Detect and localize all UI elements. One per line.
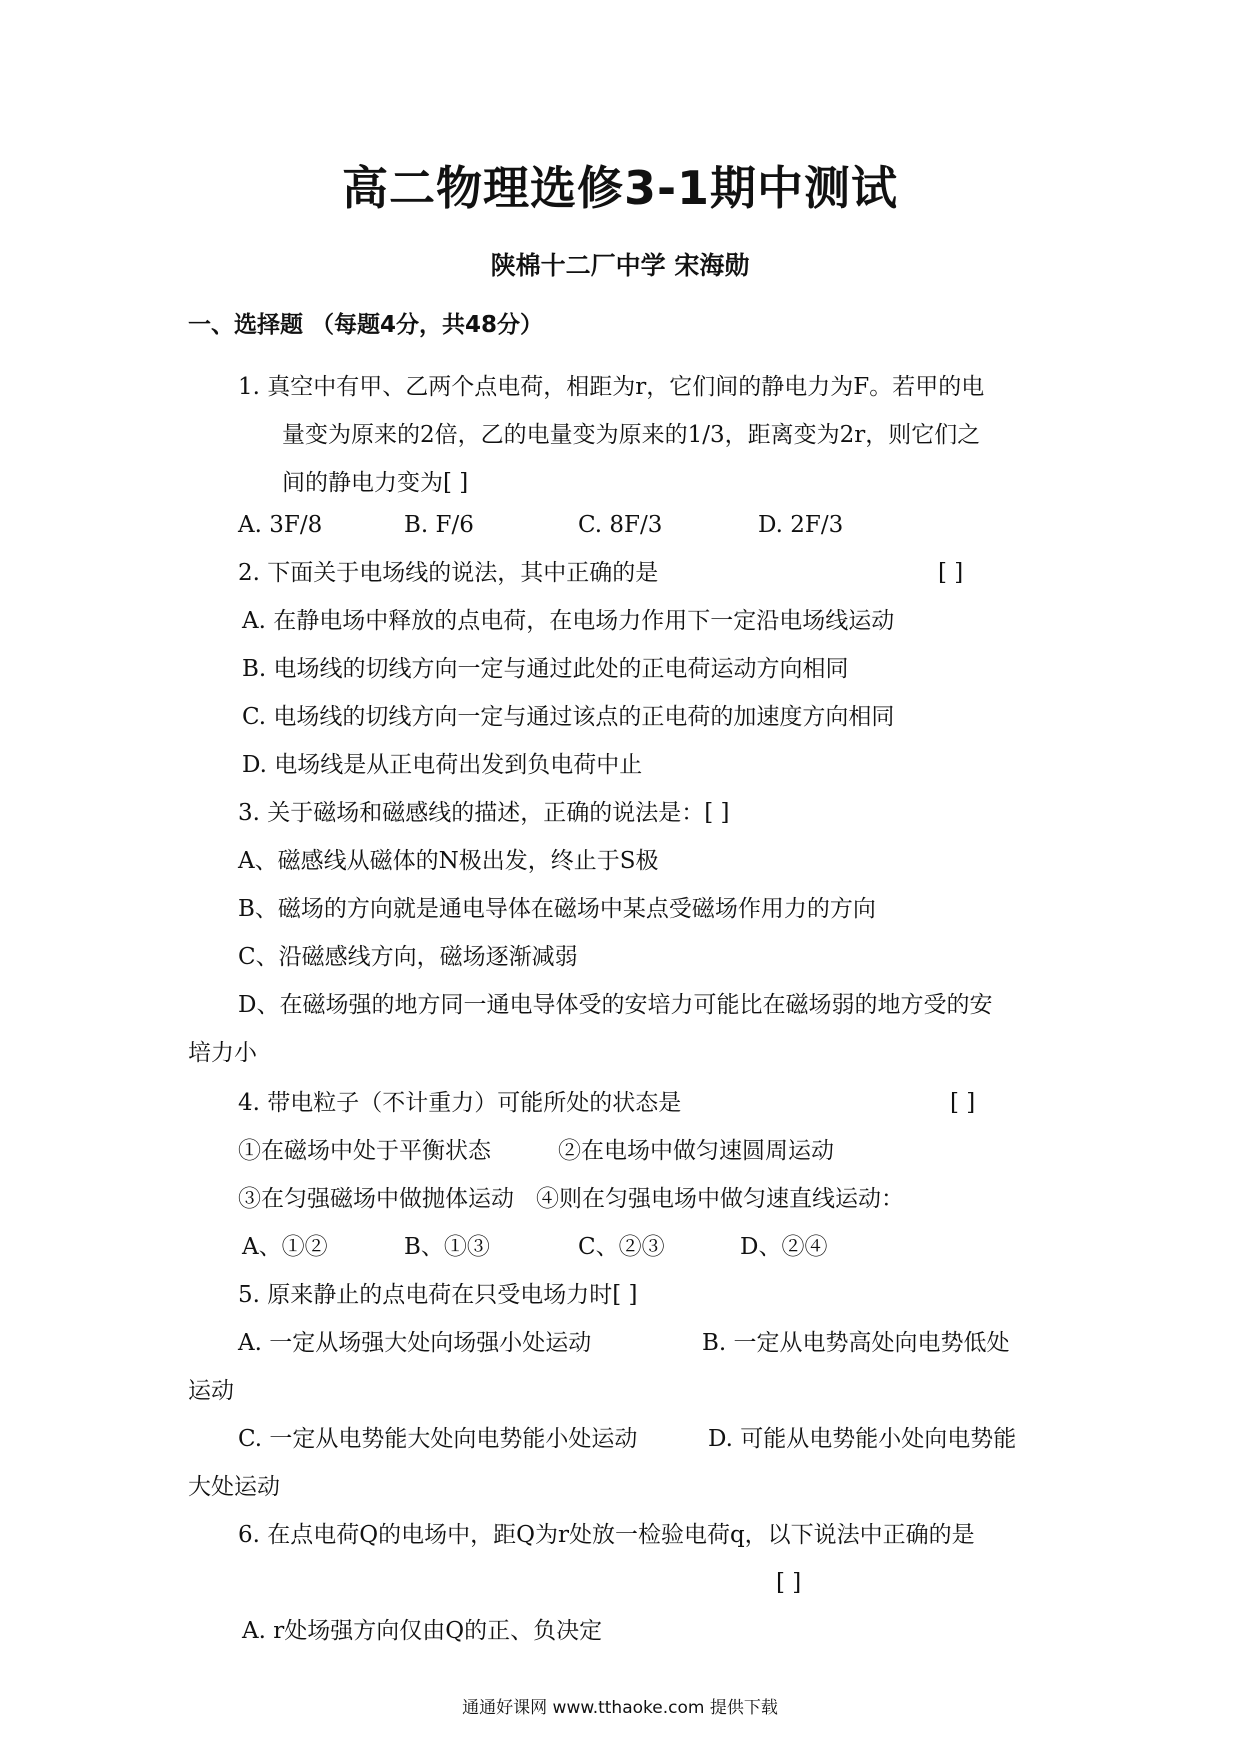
q5-option-d: D. 可能从电势能小处向电势能	[708, 1426, 1017, 1452]
q5-option-d-continuation: 大处运动	[188, 1474, 280, 1500]
q1-line3: 间的静电力变为[ ]	[282, 470, 469, 496]
q3-option-b: B、磁场的方向就是通电导体在磁场中某点受磁场作用力的方向	[238, 896, 876, 922]
q1-option-a: A. 3F/8	[238, 512, 323, 538]
q2-option-c: C. 电场线的切线方向一定与通过该点的正电荷的加速度方向相同	[242, 704, 895, 730]
q3-option-d-continuation: 培力小	[188, 1040, 257, 1066]
q3-option-a: A、磁感线从磁体的N极出发，终止于S极	[238, 848, 659, 874]
q2-option-d: D. 电场线是从正电荷出发到负电荷中止	[242, 752, 643, 778]
q2-option-a: A. 在静电场中释放的点电荷，在电场力作用下一定沿电场线运动	[242, 608, 895, 634]
q3-stem: 3. 关于磁场和磁感线的描述，正确的说法是：[ ]	[238, 800, 730, 826]
q4-item-3: ③在匀强磁场中做抛体运动	[238, 1186, 514, 1212]
q5-option-a: A. 一定从场强大处向场强小处运动	[238, 1330, 592, 1356]
q4-item-1: ①在磁场中处于平衡状态	[238, 1138, 491, 1164]
q1-line1: 1. 真空中有甲、乙两个点电荷，相距为r，它们间的静电力为F。若甲的电	[238, 374, 985, 400]
q2-answer-bracket: [ ]	[938, 560, 964, 586]
q2-stem: 2. 下面关于电场线的说法，其中正确的是	[238, 560, 659, 586]
page-title: 高二物理选修3-1期中测试	[341, 161, 899, 215]
q6-option-a: A. r处场强方向仅由Q的正、负决定	[242, 1618, 603, 1644]
q4-option-c: C、②③	[578, 1234, 665, 1260]
q5-option-b-continuation: 运动	[188, 1378, 234, 1404]
q5-option-c: C. 一定从电势能大处向电势能小处运动	[238, 1426, 638, 1452]
q6-stem: 6. 在点电荷Q的电场中，距Q为r处放一检验电荷q，以下说法中正确的是	[238, 1522, 975, 1548]
author-line: 陕棉十二厂中学 宋海勋	[490, 251, 750, 280]
q4-item-2: ②在电场中做匀速圆周运动	[558, 1138, 834, 1164]
q4-option-b: B、①③	[404, 1234, 490, 1260]
q3-option-c: C、沿磁感线方向，磁场逐渐减弱	[238, 944, 578, 970]
q1-option-b: B. F/6	[404, 512, 474, 538]
q4-item-4: ④则在匀强电场中做匀速直线运动：	[536, 1186, 904, 1212]
section-heading: 一、选择题 （每题4分，共48分）	[188, 312, 544, 338]
q4-answer-bracket: [ ]	[950, 1090, 976, 1116]
q5-option-b: B. 一定从电势高处向电势低处	[702, 1330, 1010, 1356]
q1-option-d: D. 2F/3	[758, 512, 844, 538]
q4-option-a: A、①②	[242, 1234, 328, 1260]
page-footer: 通通好课网 www.tthaoke.com 提供下载	[462, 1698, 778, 1718]
q4-option-d: D、②④	[740, 1234, 828, 1260]
q2-option-b: B. 电场线的切线方向一定与通过此处的正电荷运动方向相同	[242, 656, 849, 682]
q3-option-d: D、在磁场强的地方同一通电导体受的安培力可能比在磁场弱的地方受的安	[238, 992, 993, 1018]
q1-option-c: C. 8F/3	[578, 512, 663, 538]
q4-stem: 4. 带电粒子（不计重力）可能所处的状态是	[238, 1090, 682, 1116]
q1-line2: 量变为原来的2倍，乙的电量变为原来的1/3，距离变为2r，则它们之	[282, 422, 981, 448]
q5-stem: 5. 原来静止的点电荷在只受电场力时[ ]	[238, 1282, 638, 1308]
q6-answer-bracket: [ ]	[776, 1570, 802, 1596]
